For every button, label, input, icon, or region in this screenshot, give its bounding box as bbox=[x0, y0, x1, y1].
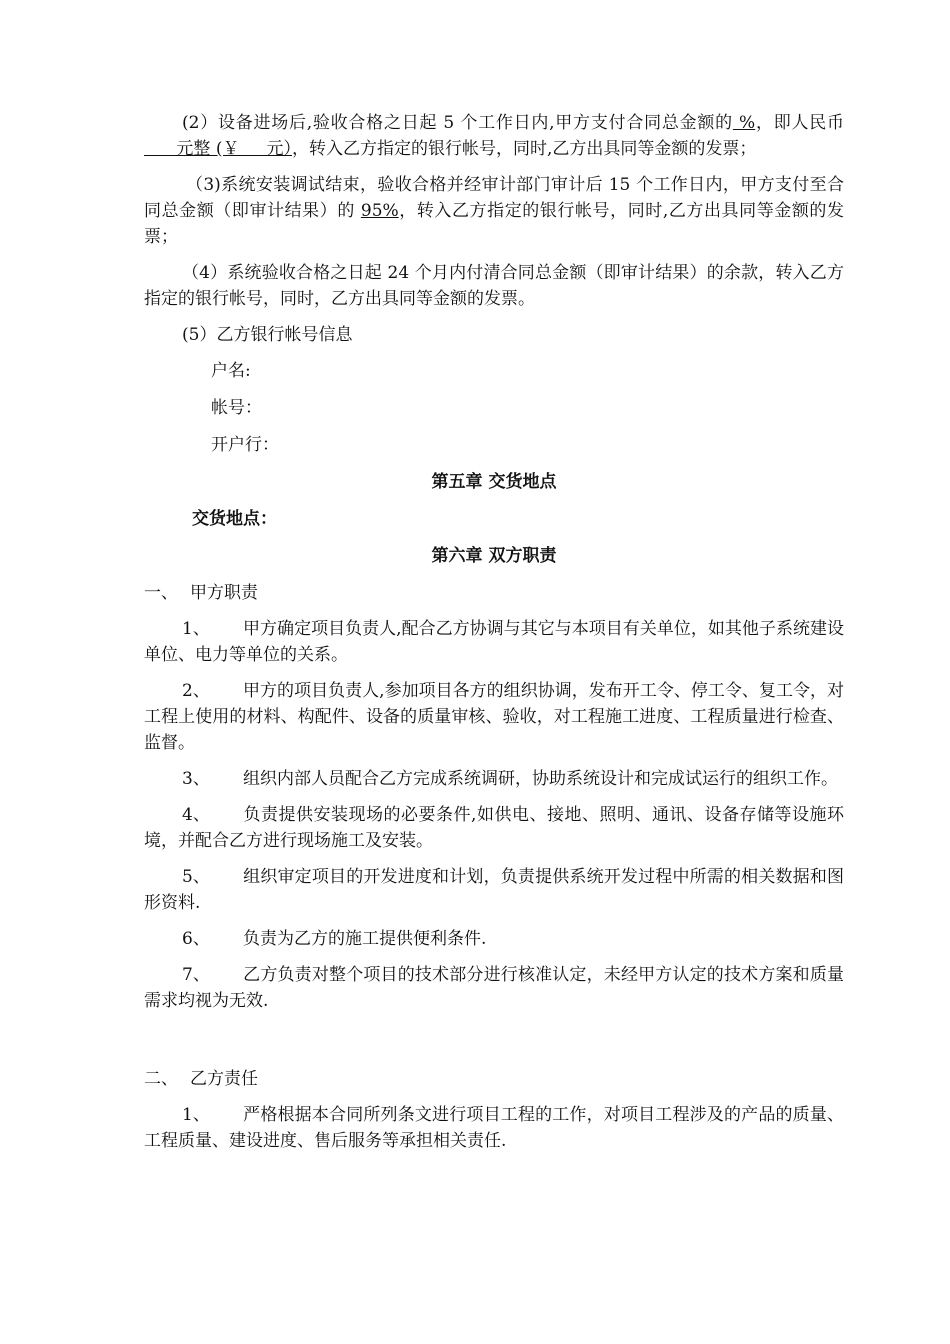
item-text: 负责提供安装现场的必要条件,如供电、接地、照明、通讯、设备存储等设施环境，并配合乙方进行现场施工及安装。 bbox=[144, 805, 844, 851]
clause-3-text-a: （3)系统安装调试结束，验收合格并经审计部门审计后 15 个工作日内，甲方支付至合同总金额（即审计结果）的 bbox=[144, 175, 844, 221]
bank-account-name: 户名: bbox=[211, 361, 251, 381]
list-item bbox=[144, 864, 844, 916]
item-text: 甲方的项目负责人,参加项目各方的组织协调，发布开工令、停工令、复工令，对工程上使用的材料、构配件、设备的质量审核、验收，对工程施工进度、工程质量进行检查、监督。 bbox=[144, 681, 844, 753]
clause-3-text-b: ，转入乙方指定的银行帐号，同时,乙方出具同等金额的发票； bbox=[144, 201, 845, 247]
document-page bbox=[144, 110, 844, 1164]
item-number: 1、 bbox=[182, 1105, 210, 1125]
item-number: 2、 bbox=[182, 681, 210, 701]
list-item bbox=[144, 962, 844, 1014]
clause-2-text-b: ，即人民币 bbox=[755, 113, 845, 133]
item-number: 6、 bbox=[182, 929, 210, 949]
section-number: 一、 bbox=[144, 583, 178, 603]
clause-2-text-c: ，转入乙方指定的银行帐号，同时,乙方出具同等金额的发票； bbox=[291, 139, 757, 159]
clause-2-text-a: (2）设备进场后,验收合格之日起 5 个工作日内,甲方支付合同总金额的 bbox=[182, 113, 733, 133]
payment-clause-5: (5）乙方银行帐号信息 bbox=[182, 325, 353, 345]
chapter-6-title: 第六章 双方职责 bbox=[431, 546, 557, 566]
item-number: 5、 bbox=[182, 867, 210, 887]
item-text: 负责为乙方的施工提供便利条件. bbox=[243, 929, 487, 949]
bank-branch: 开户行： bbox=[211, 435, 279, 455]
list-item bbox=[144, 802, 844, 854]
item-text: 严格根据本合同所列条文进行项目工程的工作，对项目工程涉及的产品的质量、工程质量、建设进度、售后服务等承担相关责任. bbox=[144, 1105, 844, 1151]
list-item bbox=[144, 616, 844, 668]
blank-spacer bbox=[144, 1024, 844, 1066]
item-number: 3、 bbox=[182, 769, 210, 789]
section-party-b-heading bbox=[144, 1066, 844, 1092]
delivery-location-label: 交货地点： bbox=[192, 509, 277, 529]
item-number: 1、 bbox=[182, 619, 210, 639]
section-party-a-heading bbox=[144, 580, 844, 606]
payment-clause-3 bbox=[144, 172, 844, 250]
section-title: 乙方责任 bbox=[190, 1069, 258, 1089]
list-item bbox=[144, 678, 844, 756]
list-item bbox=[144, 1102, 844, 1154]
party-a-duties-list bbox=[144, 616, 844, 1014]
list-item bbox=[144, 926, 844, 952]
item-text: 组织审定项目的开发进度和计划，负责提供系统开发过程中所需的相关数据和图形资料. bbox=[144, 867, 844, 913]
clause-2-amount-blank: 元整 (￥ 元） bbox=[144, 139, 292, 159]
payment-clause-2 bbox=[144, 110, 844, 162]
section-title: 甲方职责 bbox=[190, 583, 258, 603]
item-text: 乙方负责对整个项目的技术部分进行核准认定，未经甲方认定的技术方案和质量需求均视为无效. bbox=[144, 965, 844, 1011]
payment-clause-4: （4）系统验收合格之日起 24 个月内付清合同总金额（即审计结果）的余款，转入乙方指定的银行帐号，同时，乙方出具同等金额的发票。 bbox=[144, 263, 844, 309]
party-b-duties-list bbox=[144, 1102, 844, 1154]
item-number: 7、 bbox=[182, 965, 210, 985]
clause-2-percent-blank: % bbox=[732, 113, 756, 133]
bank-account-number: 帐号： bbox=[211, 398, 262, 418]
item-text: 组织内部人员配合乙方完成系统调研，协助系统设计和完成试运行的组织工作。 bbox=[243, 769, 838, 789]
list-item bbox=[144, 766, 844, 792]
section-number: 二、 bbox=[144, 1069, 178, 1089]
chapter-5-title: 第五章 交货地点 bbox=[431, 472, 557, 492]
item-text: 甲方确定项目负责人,配合乙方协调与其它与本项目有关单位，如其他子系统建设单位、电力等单位的关系。 bbox=[144, 619, 844, 665]
clause-3-percent: 95% bbox=[360, 201, 399, 221]
item-number: 4、 bbox=[182, 805, 210, 825]
